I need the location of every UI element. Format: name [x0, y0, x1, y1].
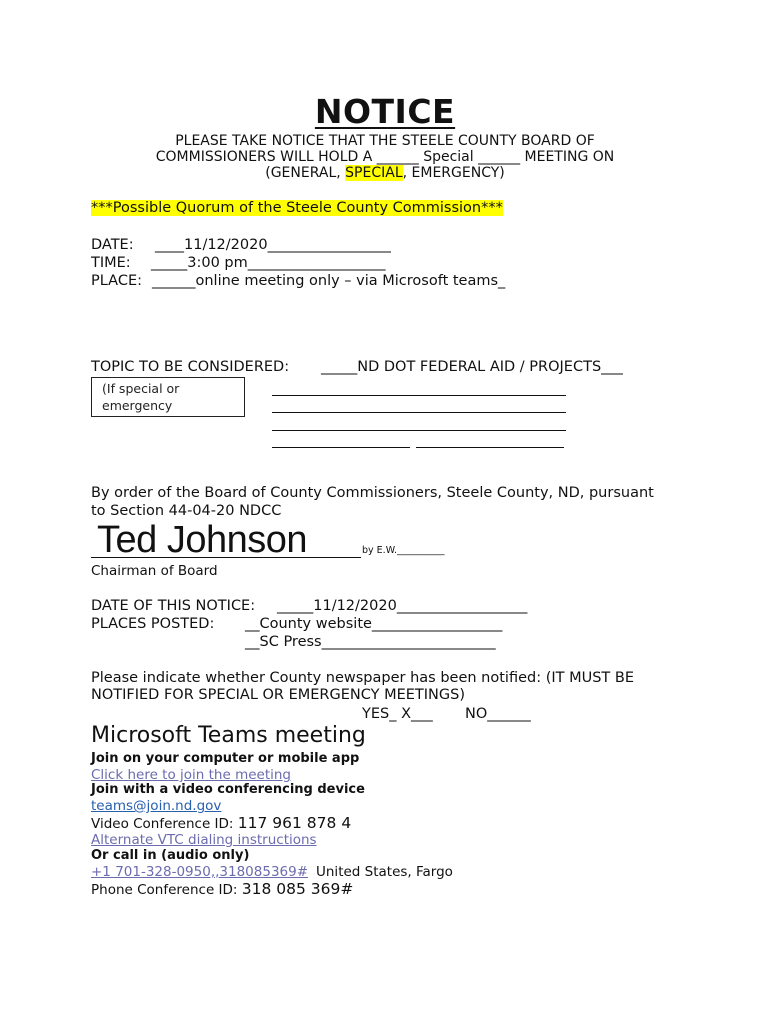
- signature-line: [91, 557, 361, 558]
- vtc-email-link[interactable]: teams@join.nd.gov: [91, 798, 222, 814]
- notice-date-value: _____11/12/2020__________________: [277, 598, 528, 614]
- phone-number-link[interactable]: +1 701-328-0950,,318085369#: [91, 864, 309, 880]
- box-text-line-1: (If special or: [102, 381, 180, 396]
- phone-conference-id: [91, 880, 353, 898]
- newspaper-line-1: Please indicate whether County newspaper has been notified: (IT MUST BE: [91, 670, 634, 686]
- meeting-date-label: DATE:: [91, 237, 134, 253]
- topic-value: _____ND DOT FEDERAL AID / PROJECTS___: [321, 359, 623, 375]
- notice-line-2: COMMISSIONERS WILL HOLD A ______ Special ______ MEETING ON: [155, 149, 615, 165]
- notice-line-1: PLEASE TAKE NOTICE THAT THE STEELE COUNTY BOARD OF: [175, 133, 595, 149]
- places-posted-item-1: __County website__________________: [245, 616, 503, 632]
- phone-location: United States, Fargo: [316, 864, 453, 880]
- chairman-title: Chairman of Board: [91, 563, 218, 579]
- newspaper-line-2: NOTIFIED FOR SPECIAL OR EMERGENCY MEETINGS): [91, 687, 465, 703]
- places-posted-label: PLACES POSTED:: [91, 616, 215, 632]
- quorum-notice: ***Possible Quorum of the Steele County Commission***: [91, 200, 503, 216]
- topic-blank-line-4a: [272, 447, 410, 448]
- notice-line-3: [0, 165, 770, 181]
- video-conference-id-value: 117 961 878 4: [237, 814, 352, 832]
- order-line-1: By order of the Board of County Commissioners, Steele County, ND, pursuant: [91, 485, 654, 501]
- notice-title: NOTICE: [314, 92, 456, 131]
- meeting-time-value: _____3:00 pm___________________: [151, 255, 386, 271]
- phone-conference-id-label: Phone Conference ID:: [91, 882, 242, 898]
- topic-blank-line-3: [272, 430, 566, 431]
- meeting-time-label: TIME:: [91, 255, 131, 271]
- topic-blank-line-2: [272, 412, 566, 413]
- notice-date-label: DATE OF THIS NOTICE:: [91, 598, 256, 614]
- join-app-label: Join on your computer or mobile app: [91, 751, 360, 766]
- places-posted-item-2: __SC Press________________________: [245, 634, 496, 650]
- call-in-label: Or call in (audio only): [91, 848, 250, 863]
- meeting-place-label: PLACE:: [91, 273, 142, 289]
- order-line-2: to Section 44-04-20 NDCC: [91, 503, 282, 519]
- join-meeting-link[interactable]: Click here to join the meeting: [91, 767, 292, 783]
- video-conference-id: [91, 814, 351, 832]
- signature: Ted Johnson: [97, 519, 307, 561]
- meeting-type-highlight: SPECIAL: [345, 165, 403, 181]
- meeting-place-value: ______online meeting only – via Microsoft teams_: [152, 273, 506, 289]
- notice-line-3-post: , EMERGENCY): [402, 165, 505, 181]
- join-video-label: Join with a video conferencing device: [91, 782, 365, 797]
- meeting-date-value: ____11/12/2020_________________: [155, 237, 391, 253]
- topic-label: TOPIC TO BE CONSIDERED:: [91, 359, 290, 375]
- phone-conference-id-value: 318 085 369#: [241, 880, 354, 898]
- newspaper-no: NO______: [465, 706, 531, 722]
- teams-heading: Microsoft Teams meeting: [91, 723, 366, 748]
- topic-blank-line-1: [272, 395, 566, 396]
- box-text-line-2: emergency: [102, 398, 173, 413]
- signed-by: by E.W.__________: [362, 545, 445, 556]
- video-conference-id-label: Video Conference ID:: [91, 816, 238, 832]
- topic-blank-line-4b: [416, 447, 564, 448]
- special-emergency-box: [91, 377, 245, 417]
- alternate-vtc-link[interactable]: Alternate VTC dialing instructions: [91, 832, 317, 848]
- notice-line-3-pre: (GENERAL,: [265, 165, 346, 181]
- newspaper-yes: YES_ X___: [362, 706, 433, 722]
